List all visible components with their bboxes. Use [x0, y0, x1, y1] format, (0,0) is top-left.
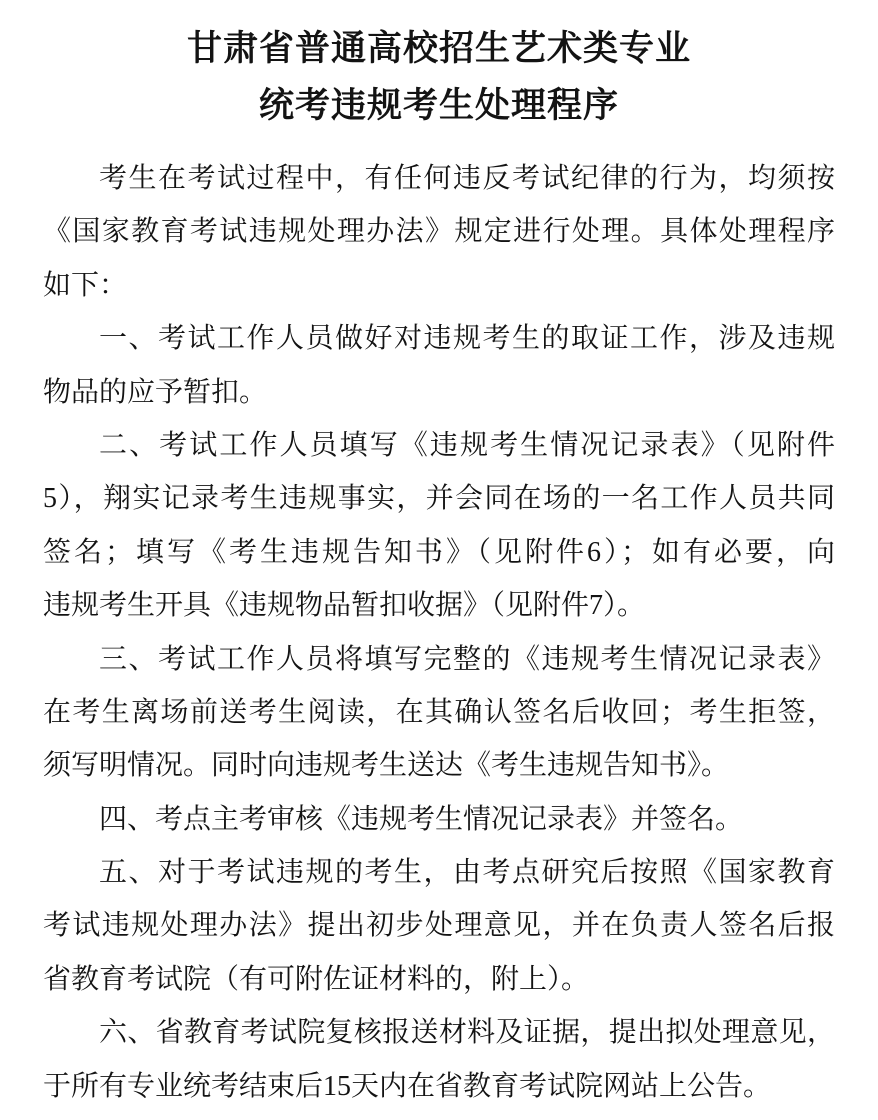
body-line: 六、省教育考试院复核报送材料及证据，提出拟处理意见，	[99, 1017, 835, 1049]
title-line-1: 甘肃省普通高校招生艺术类专业	[186, 29, 691, 68]
paragraph	[43, 152, 835, 312]
paragraph	[43, 312, 835, 419]
paragraph	[43, 419, 835, 633]
body-line: 五、对于考试违规的考生，由考点研究后按照《国家教育	[99, 857, 835, 889]
body-line: 考生在考试过程中，有任何违反考试纪律的行为，均须按	[99, 163, 835, 194]
body-line: 签名；填写《考生违规告知书》（见附件6）；如有必要，向	[43, 536, 835, 568]
paragraph	[43, 846, 835, 1006]
body-line: 须写明情况。同时向违规考生送达《考生违规告知书》。	[43, 750, 730, 782]
document-title	[43, 20, 835, 134]
body-line: 四、考点主考审核《违规考生情况记录表》并签名。	[99, 803, 744, 835]
body-line: 二、考试工作人员填写《违规考生情况记录表》（见附件	[99, 429, 835, 461]
body-line: 在考生离场前送考生阅读，在其确认签名后收回；考生拒签，	[43, 696, 835, 728]
paragraph	[43, 1006, 835, 1113]
body-line: 物品的应予暂扣。	[43, 376, 268, 408]
body-line: 三、考试工作人员将填写完整的《违规考生情况记录表》	[99, 643, 835, 675]
paragraph	[43, 633, 835, 793]
body-line: 违规考生开具《违规物品暂扣收据》（见附件7）。	[43, 590, 646, 622]
body-line: 一、考试工作人员做好对违规考生的取证工作，涉及违规	[99, 323, 835, 355]
paragraph	[43, 793, 835, 846]
title-line-2: 统考违规考生处理程序	[258, 86, 619, 125]
body-line: 《国家教育考试违规处理办法》规定进行处理。具体处理程序	[43, 216, 835, 248]
document-body	[43, 152, 835, 1113]
body-line: 5），翔实记录考生违规事实，并会同在场的一名工作人员共同	[43, 483, 835, 515]
body-line: 考试违规处理办法》提出初步处理意见，并在负责人签名后报	[43, 910, 835, 942]
body-line: 如下：	[43, 269, 128, 301]
body-line: 于所有专业统考结束后15天内在省教育考试院网站上公告。	[43, 1070, 772, 1102]
body-line: 省教育考试院（有可附佐证材料的，附上）。	[43, 963, 590, 995]
